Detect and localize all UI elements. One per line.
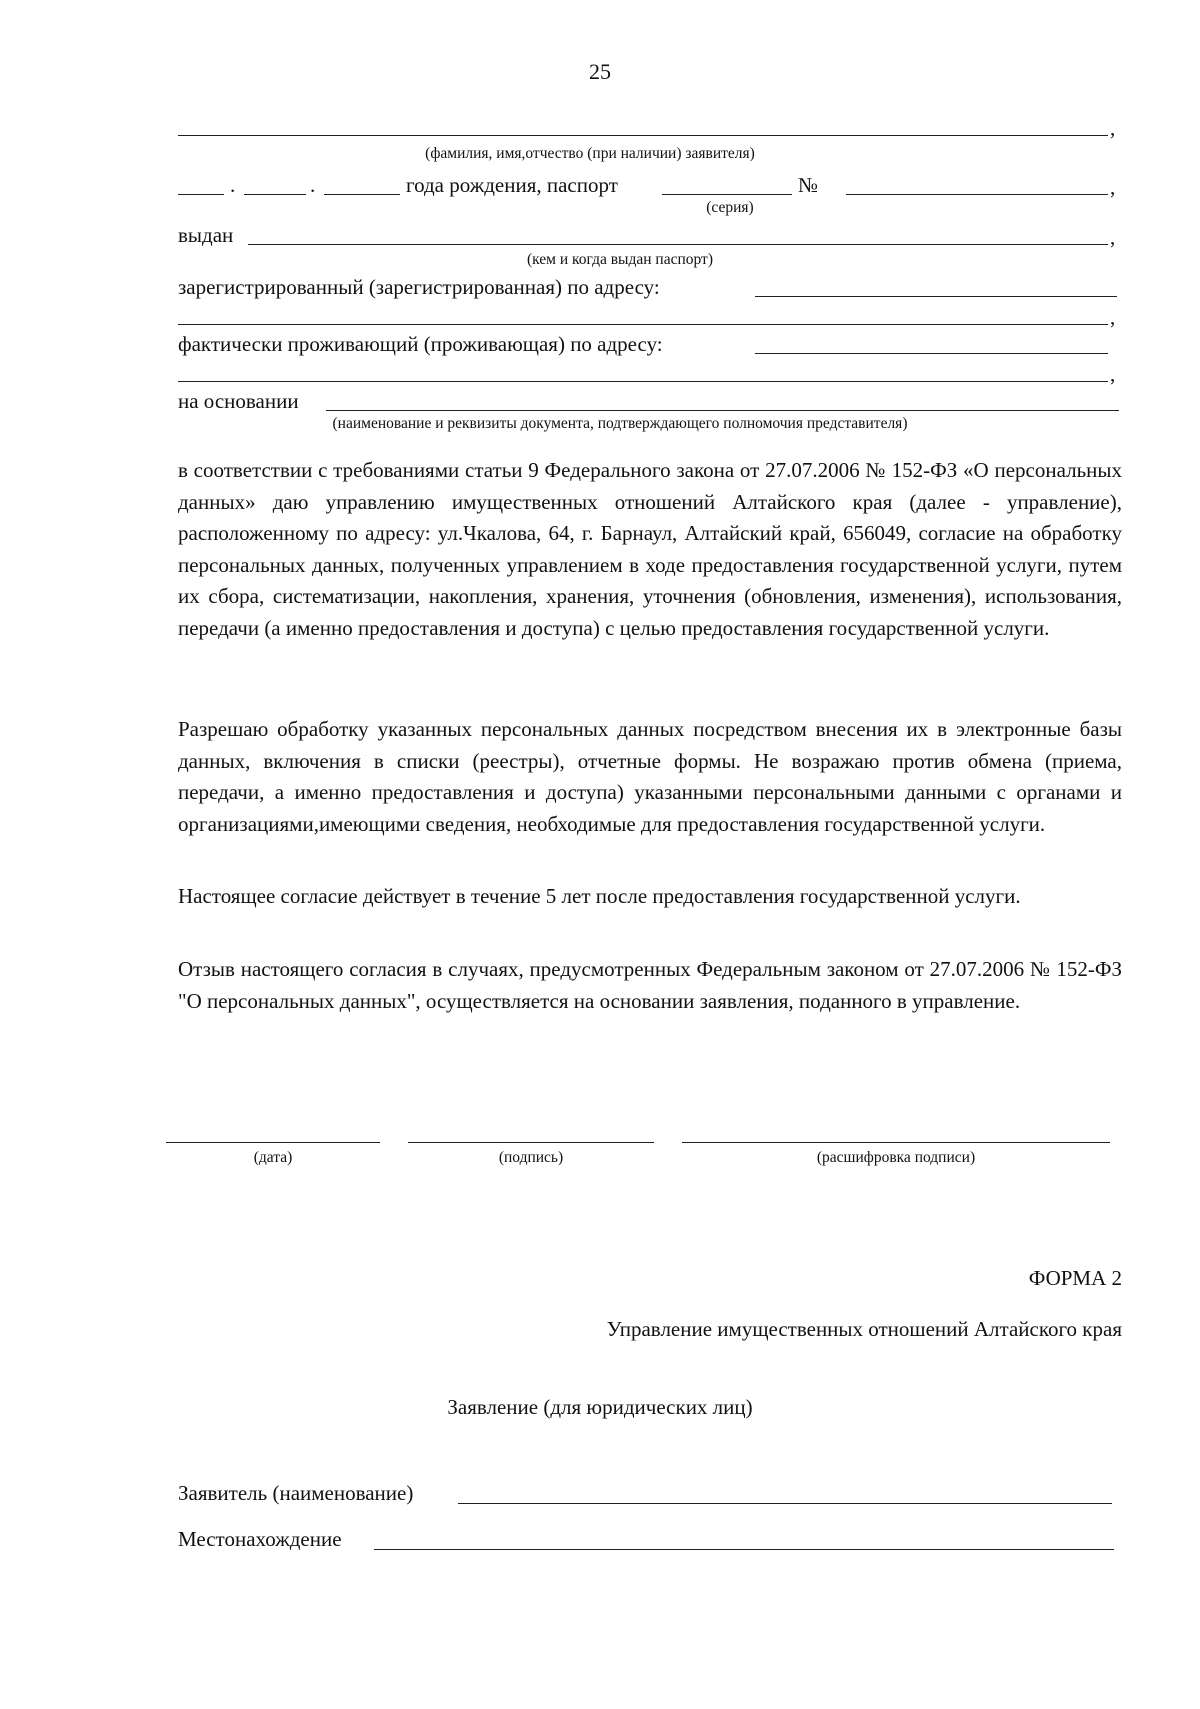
registered-comma: , bbox=[1110, 305, 1116, 329]
page-number: 25 bbox=[589, 59, 611, 84]
actual-field-line[interactable] bbox=[755, 353, 1108, 354]
registered-field-line[interactable] bbox=[755, 296, 1117, 297]
issued-field-line[interactable] bbox=[248, 244, 1108, 245]
addressee: Управление имущественных отношений Алтайского края bbox=[606, 1317, 1122, 1341]
form-title: Заявление (для юридических лиц) bbox=[447, 1395, 753, 1419]
basis-field-line[interactable] bbox=[326, 410, 1119, 411]
registered-field-line-2[interactable] bbox=[178, 324, 1108, 325]
validity-paragraph: Настоящее согласие действует в течение 5 лет после предоставления государственной услуги. bbox=[178, 884, 1021, 908]
issued-label: выдан bbox=[178, 223, 234, 247]
birth-month-line[interactable] bbox=[244, 194, 306, 195]
form2-location-label: Местонахождение bbox=[178, 1527, 342, 1551]
signature-decode-field-line[interactable] bbox=[682, 1142, 1110, 1143]
issued-caption: (кем и когда выдан паспорт) bbox=[526, 251, 713, 268]
series-caption: (серия) bbox=[706, 199, 754, 216]
name-field-line[interactable] bbox=[178, 135, 1108, 136]
basis-label: на основании bbox=[178, 389, 299, 413]
form2-location-field-line[interactable] bbox=[374, 1549, 1114, 1550]
revocation-paragraph: Отзыв настоящего согласия в случаях, предусмотренных Федеральным законом от 27.07.2006 № 152-ФЗ "О персональных данных", осуществляется на основании заявления, поданного в управление. bbox=[178, 957, 1122, 1013]
basis-caption: (наименование и реквизиты документа, подтверждающего полномочия представителя) bbox=[332, 415, 908, 432]
birth-dot-2: . bbox=[310, 173, 316, 197]
registered-label: зарегистрированный (зарегистрированная) по адресу: bbox=[178, 275, 660, 299]
form2-applicant-field-line[interactable] bbox=[458, 1503, 1112, 1504]
birth-day-line[interactable] bbox=[178, 194, 224, 195]
birth-year-line[interactable] bbox=[324, 194, 400, 195]
name-comma: , bbox=[1110, 116, 1116, 140]
actual-comma: , bbox=[1110, 362, 1116, 386]
date-field-line[interactable] bbox=[166, 1142, 380, 1143]
birth-dot-1: . bbox=[230, 173, 236, 197]
signature-decode-caption: (расшифровка подписи) bbox=[816, 1149, 976, 1166]
date-caption: (дата) bbox=[253, 1149, 293, 1166]
permission-paragraph: Разрешаю обработку указанных персональных данных посредством внесения их в электронные базы данных, включения в списки (реестры), отчетные формы. Не возражаю против обмена (приема, передачи, а именно предоставления и доступа) указанными персональными данными с органами и организациями,имеющими сведения, необходимые для предоставления государственной услуги. bbox=[178, 717, 1122, 836]
birth-passport-label: года рождения, паспорт bbox=[406, 173, 618, 197]
actual-label: фактически проживающий (проживающая) по адресу: bbox=[178, 332, 663, 356]
passport-number-line[interactable] bbox=[846, 194, 1108, 195]
signature-field-line[interactable] bbox=[408, 1142, 654, 1143]
form2-applicant-label: Заявитель (наименование) bbox=[178, 1481, 414, 1505]
issued-comma: , bbox=[1110, 225, 1116, 249]
passport-series-line[interactable] bbox=[662, 194, 792, 195]
passport-comma: , bbox=[1110, 175, 1116, 199]
actual-field-line-2[interactable] bbox=[178, 381, 1108, 382]
number-sign: № bbox=[798, 173, 819, 197]
form-label: ФОРМА 2 bbox=[1028, 1266, 1122, 1290]
signature-caption: (подпись) bbox=[498, 1149, 564, 1166]
name-caption: (фамилия, имя,отчество (при наличии) заявителя) bbox=[425, 145, 755, 162]
consent-paragraph: в соответствии с требованиями статьи 9 Федерального закона от 27.07.2006 № 152-ФЗ «О персональных данных» даю управлению имущественных отношений Алтайского края (далее - управление), расположенному по адресу: ул.Чкалова, 64, г. Барнаул, Алтайский край, 656049, согласие на обработку персональных данных, полученных управлением в ходе предоставления государственной услуги, путем их сбора, систематизации, накопления, хранения, уточнения (обновления, изменения), использования, передачи (а именно предоставления и доступа) с целью предоставления государственной услуги. bbox=[178, 458, 1122, 640]
